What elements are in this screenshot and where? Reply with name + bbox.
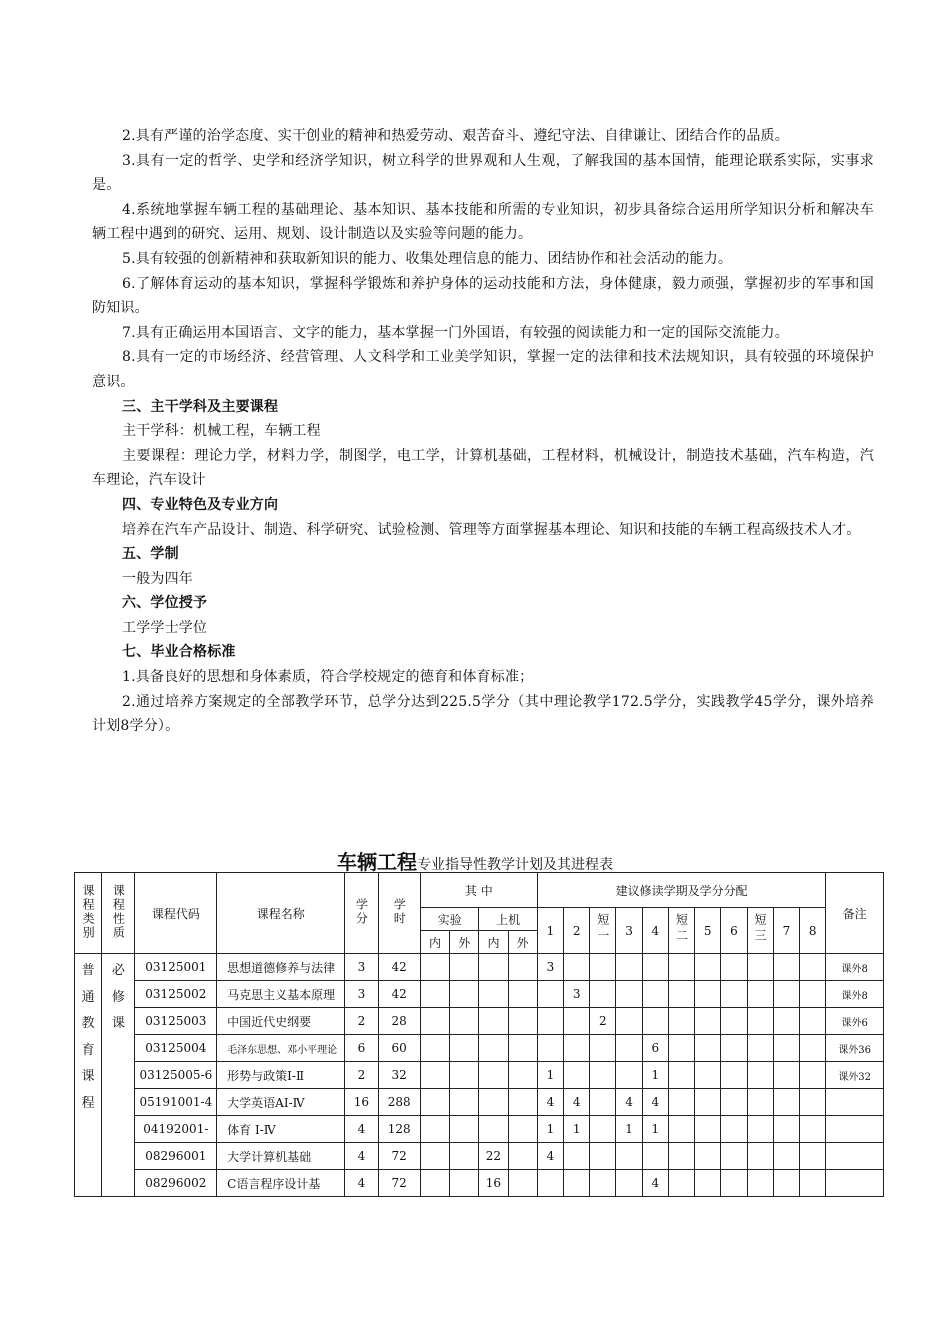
semester-credit <box>668 1062 694 1089</box>
semester-credit <box>773 1170 799 1197</box>
course-credit: 4 <box>345 1170 378 1197</box>
course-credit: 6 <box>345 1035 378 1062</box>
semester-credit <box>800 1143 826 1170</box>
semester-credit <box>668 1089 694 1116</box>
table-title-major: 车辆工程 <box>337 850 417 874</box>
course-code: 04192001- <box>135 1116 217 1143</box>
semester-credit <box>564 1170 590 1197</box>
course-code: 05191001-4 <box>135 1089 217 1116</box>
semester-credit <box>747 1035 773 1062</box>
semester-credit: 3 <box>564 981 590 1008</box>
table-row <box>75 954 884 981</box>
course-code: 03125003 <box>135 1008 217 1035</box>
pc-outside <box>508 981 537 1008</box>
course-remark: 课外36 <box>826 1035 884 1062</box>
semester-credit <box>773 1008 799 1035</box>
semester-credit <box>695 954 721 981</box>
semester-credit <box>537 981 563 1008</box>
course-credit: 4 <box>345 1116 378 1143</box>
header-hours: 学时 <box>378 873 420 954</box>
course-credit: 3 <box>345 981 378 1008</box>
semester-credit <box>800 954 826 981</box>
semester-credit <box>668 1116 694 1143</box>
paragraph: 一般为四年 <box>122 570 193 587</box>
course-name: 马克思主义基本原理 <box>217 981 345 1008</box>
header-semesters: 建议修读学期及学分分配 <box>537 873 826 908</box>
pc-outside <box>508 954 537 981</box>
pc-inside <box>479 1089 508 1116</box>
semester-credit <box>590 1062 616 1089</box>
semester-credit <box>537 1035 563 1062</box>
exp-outside <box>450 1008 479 1035</box>
course-code: 03125004 <box>135 1035 217 1062</box>
semester-credit <box>616 1143 642 1170</box>
semester-credit <box>800 1089 826 1116</box>
header-semester-5: 短二 <box>668 908 694 954</box>
semester-credit <box>668 1170 694 1197</box>
training-plan-text <box>92 124 874 739</box>
paragraph: 4.系统地掌握车辆工程的基础理论、基本知识、基本技能和所需的专业知识，初步具备综合运用所学知识分析和解决车辆工程中遇到的研究、运用、规划、设计制造以及实验等问题的能力。 <box>92 201 874 243</box>
header-semester-6: 5 <box>695 908 721 954</box>
header-semester-3: 3 <box>616 908 642 954</box>
pc-outside <box>508 1116 537 1143</box>
semester-credit <box>747 1089 773 1116</box>
header-name: 课程名称 <box>217 873 345 954</box>
section-heading: 六、学位授予 <box>122 595 208 612</box>
course-remark: 课外32 <box>826 1062 884 1089</box>
exp-outside <box>450 954 479 981</box>
table-row <box>75 1008 884 1035</box>
semester-credit <box>721 981 747 1008</box>
pc-inside <box>479 1062 508 1089</box>
semester-credit <box>590 1089 616 1116</box>
semester-credit: 4 <box>616 1089 642 1116</box>
semester-credit <box>695 1116 721 1143</box>
semester-credit <box>773 954 799 981</box>
exp-inside <box>420 1035 449 1062</box>
course-hours: 28 <box>378 1008 420 1035</box>
exp-outside <box>450 981 479 1008</box>
nature-cell: 必 修 课 <box>102 954 135 1197</box>
course-name: 毛泽东思想、邓小平理论 <box>217 1035 345 1062</box>
semester-credit <box>773 1089 799 1116</box>
semester-credit <box>721 1170 747 1197</box>
exp-inside <box>420 1008 449 1035</box>
semester-credit: 1 <box>642 1062 668 1089</box>
semester-credit <box>773 1035 799 1062</box>
semester-credit <box>616 1062 642 1089</box>
course-name: 大学计算机基础 <box>217 1143 345 1170</box>
header-computer: 上机 <box>479 908 537 931</box>
semester-credit: 4 <box>537 1089 563 1116</box>
paragraph: 3.具有一定的哲学、史学和经济学知识，树立科学的世界观和人生观，了解我国的基本国情，能理论联系实际，实事求是。 <box>92 152 874 194</box>
paragraph: 6.了解体育运动的基本知识，掌握科学锻炼和养护身体的运动技能和方法，身体健康，毅力顽强，掌握初步的军事和国防知识。 <box>92 275 874 317</box>
header-semester-4: 4 <box>642 908 668 954</box>
course-name: 体育 Ⅰ-Ⅳ <box>217 1116 345 1143</box>
course-remark <box>826 1143 884 1170</box>
course-code: 08296001 <box>135 1143 217 1170</box>
header-semester-10: 8 <box>800 908 826 954</box>
paragraph: 主要课程：理论力学，材料力学，制图学，电工学，计算机基础，工程材料，机械设计，制造技术基础，汽车构造，汽车理论，汽车设计 <box>92 447 874 489</box>
header-pc-outside: 外 <box>508 931 537 954</box>
header-semester-2: 短一 <box>590 908 616 954</box>
section-heading: 七、毕业合格标准 <box>122 644 236 661</box>
course-hours: 42 <box>378 981 420 1008</box>
semester-credit <box>564 1035 590 1062</box>
section-heading: 四、专业特色及专业方向 <box>122 496 279 513</box>
course-credit: 4 <box>345 1143 378 1170</box>
semester-credit <box>590 981 616 1008</box>
pc-inside <box>479 981 508 1008</box>
course-hours: 60 <box>378 1035 420 1062</box>
header-semester-7: 6 <box>721 908 747 954</box>
semester-credit: 4 <box>564 1089 590 1116</box>
semester-credit <box>642 981 668 1008</box>
table-row <box>75 1062 884 1089</box>
semester-credit: 1 <box>537 1062 563 1089</box>
semester-credit: 4 <box>642 1170 668 1197</box>
semester-credit <box>590 1170 616 1197</box>
course-hours: 72 <box>378 1143 420 1170</box>
paragraph: 5.具有较强的创新精神和获取新知识的能力、收集处理信息的能力、团结协作和社会活动的能力。 <box>122 250 733 267</box>
semester-credit <box>800 1116 826 1143</box>
semester-credit <box>721 1143 747 1170</box>
header-semester-9: 7 <box>773 908 799 954</box>
semester-credit <box>537 1008 563 1035</box>
table-title <box>0 846 950 875</box>
semester-credit <box>695 1170 721 1197</box>
semester-credit: 3 <box>537 954 563 981</box>
paragraph: 8.具有一定的市场经济、经营管理、人文科学和工业美学知识，掌握一定的法律和技术法规知识，具有较强的环境保护意识。 <box>92 349 874 390</box>
table-row <box>75 981 884 1008</box>
semester-credit <box>800 1035 826 1062</box>
semester-credit <box>747 1143 773 1170</box>
exp-outside <box>450 1089 479 1116</box>
exp-outside <box>450 1062 479 1089</box>
pc-outside <box>508 1089 537 1116</box>
course-name: 形势与政策Ⅰ-Ⅱ <box>217 1062 345 1089</box>
semester-credit <box>773 1116 799 1143</box>
semester-credit <box>590 954 616 981</box>
header-nature: 课程性质 <box>102 873 135 954</box>
semester-credit <box>642 954 668 981</box>
exp-inside <box>420 1143 449 1170</box>
semester-credit <box>590 1143 616 1170</box>
table-title-rest: 专业指导性教学计划及其进程表 <box>417 857 613 873</box>
pc-outside <box>508 1143 537 1170</box>
course-remark: 课外8 <box>826 981 884 1008</box>
semester-credit <box>773 1062 799 1089</box>
semester-credit <box>747 1116 773 1143</box>
semester-credit <box>616 1170 642 1197</box>
semester-credit <box>590 1116 616 1143</box>
pc-inside: 16 <box>479 1170 508 1197</box>
semester-credit <box>695 1089 721 1116</box>
pc-inside <box>479 1035 508 1062</box>
semester-credit: 1 <box>616 1116 642 1143</box>
semester-credit <box>747 954 773 981</box>
semester-credit <box>668 981 694 1008</box>
pc-inside: 22 <box>479 1143 508 1170</box>
semester-credit <box>564 1008 590 1035</box>
semester-credit <box>668 1008 694 1035</box>
course-remark: 课外8 <box>826 954 884 981</box>
course-hours: 72 <box>378 1170 420 1197</box>
paragraph: 工学学士学位 <box>122 619 208 636</box>
semester-credit <box>695 1008 721 1035</box>
table-row <box>75 1143 884 1170</box>
course-remark: 课外6 <box>826 1008 884 1035</box>
header-remark: 备注 <box>826 873 884 954</box>
course-credit: 2 <box>345 1062 378 1089</box>
header-semester-1: 2 <box>564 908 590 954</box>
semester-credit <box>747 1170 773 1197</box>
semester-credit: 4 <box>642 1089 668 1116</box>
teaching-plan-table <box>74 872 884 1197</box>
paragraph: 2.通过培养方案规定的全部教学环节，总学分达到225.5学分（其中理论教学172.5学分，实践教学45学分，课外培养计划8学分）。 <box>92 693 874 735</box>
semester-credit: 1 <box>642 1116 668 1143</box>
course-code: 03125001 <box>135 954 217 981</box>
semester-credit <box>668 1035 694 1062</box>
table-row <box>75 1116 884 1143</box>
semester-credit <box>564 954 590 981</box>
semester-credit <box>564 1062 590 1089</box>
semester-credit <box>564 1143 590 1170</box>
semester-credit <box>668 1143 694 1170</box>
category-cell: 普 通 教 育 课 程 <box>75 954 102 1197</box>
pc-inside <box>479 1116 508 1143</box>
semester-credit <box>537 1170 563 1197</box>
exp-inside <box>420 981 449 1008</box>
course-remark <box>826 1089 884 1116</box>
header-among: 其 中 <box>420 873 537 908</box>
course-hours: 42 <box>378 954 420 981</box>
semester-credit <box>800 1170 826 1197</box>
course-remark <box>826 1170 884 1197</box>
semester-credit <box>695 1035 721 1062</box>
paragraph: 7.具有正确运用本国语言、文字的能力，基本掌握一门外国语，有较强的阅读能力和一定的国际交流能力。 <box>122 324 789 341</box>
semester-credit: 6 <box>642 1035 668 1062</box>
semester-credit: 1 <box>564 1116 590 1143</box>
semester-credit <box>642 1143 668 1170</box>
course-code: 03125005-6 <box>135 1062 217 1089</box>
exp-outside <box>450 1035 479 1062</box>
semester-credit <box>800 1062 826 1089</box>
semester-credit <box>747 1008 773 1035</box>
header-category: 课程类别 <box>75 873 102 954</box>
semester-credit <box>747 981 773 1008</box>
pc-outside <box>508 1008 537 1035</box>
section-heading: 五、学制 <box>122 546 179 563</box>
course-code: 03125002 <box>135 981 217 1008</box>
course-remark <box>826 1116 884 1143</box>
pc-outside <box>508 1035 537 1062</box>
course-name: C语言程序设计基 <box>217 1170 345 1197</box>
semester-credit: 1 <box>537 1116 563 1143</box>
semester-credit <box>695 1062 721 1089</box>
semester-credit <box>721 954 747 981</box>
header-pc-inside: 内 <box>479 931 508 954</box>
exp-inside <box>420 1170 449 1197</box>
course-credit: 2 <box>345 1008 378 1035</box>
semester-credit <box>590 1035 616 1062</box>
semester-credit <box>721 1089 747 1116</box>
header-experiment: 实验 <box>420 908 478 931</box>
semester-credit <box>616 1035 642 1062</box>
semester-credit <box>668 954 694 981</box>
semester-credit <box>616 1008 642 1035</box>
paragraph: 2.具有严谨的治学态度、实干创业的精神和热爱劳动、艰苦奋斗、遵纪守法、自律谦让、团结合作的品质。 <box>122 128 789 144</box>
semester-credit <box>747 1062 773 1089</box>
course-credit: 3 <box>345 954 378 981</box>
course-name: 中国近代史纲要 <box>217 1008 345 1035</box>
pc-inside <box>479 954 508 981</box>
course-hours: 128 <box>378 1116 420 1143</box>
section-heading: 三、主干学科及主要课程 <box>122 398 279 415</box>
header-exp-outside: 外 <box>450 931 479 954</box>
paragraph: 1.具备良好的思想和身体素质，符合学校规定的德育和体育标准； <box>122 669 534 686</box>
semester-credit <box>721 1062 747 1089</box>
exp-inside <box>420 1116 449 1143</box>
pc-inside <box>479 1008 508 1035</box>
course-credit: 16 <box>345 1089 378 1116</box>
header-exp-inside: 内 <box>420 931 449 954</box>
semester-credit <box>695 981 721 1008</box>
semester-credit <box>616 954 642 981</box>
pc-outside <box>508 1062 537 1089</box>
course-name: 大学英语AⅠ-Ⅳ <box>217 1089 345 1116</box>
semester-credit <box>800 1008 826 1035</box>
course-hours: 288 <box>378 1089 420 1116</box>
header-code: 课程代码 <box>135 873 217 954</box>
exp-outside <box>450 1143 479 1170</box>
course-hours: 32 <box>378 1062 420 1089</box>
pc-outside <box>508 1170 537 1197</box>
table-row <box>75 1089 884 1116</box>
semester-credit <box>642 1008 668 1035</box>
header-credit: 学分 <box>345 873 378 954</box>
semester-credit: 2 <box>590 1008 616 1035</box>
paragraph: 培养在汽车产品设计、制造、科学研究、试验检测、管理等方面掌握基本理论、知识和技能的车辆工程高级技术人才。 <box>122 521 861 538</box>
paragraph: 主干学科：机械工程，车辆工程 <box>122 423 321 440</box>
semester-credit: 4 <box>537 1143 563 1170</box>
table-row <box>75 1035 884 1062</box>
course-name: 思想道德修养与法律 <box>217 954 345 981</box>
semester-credit <box>800 981 826 1008</box>
semester-credit <box>773 1143 799 1170</box>
semester-credit <box>721 1008 747 1035</box>
course-code: 08296002 <box>135 1170 217 1197</box>
semester-credit <box>721 1116 747 1143</box>
exp-inside <box>420 1062 449 1089</box>
exp-inside <box>420 1089 449 1116</box>
semester-credit <box>721 1035 747 1062</box>
semester-credit <box>616 981 642 1008</box>
table-row <box>75 1170 884 1197</box>
semester-credit <box>773 981 799 1008</box>
exp-inside <box>420 954 449 981</box>
header-semester-0: 1 <box>537 908 563 954</box>
semester-credit <box>695 1143 721 1170</box>
exp-outside <box>450 1170 479 1197</box>
exp-outside <box>450 1116 479 1143</box>
header-semester-8: 短三 <box>747 908 773 954</box>
